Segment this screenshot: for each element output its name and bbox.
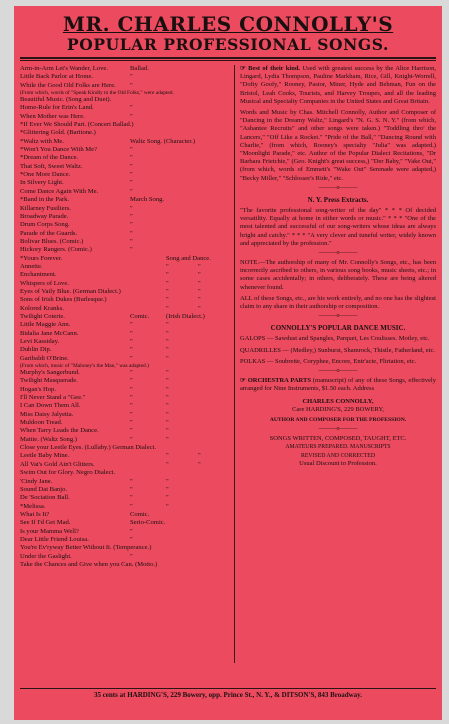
- song-row: [20, 486, 230, 494]
- song-row: [20, 452, 230, 460]
- song-row: [20, 469, 230, 477]
- song-title: I Can Down Them All.: [20, 402, 81, 410]
- song-annotation: ": [166, 502, 169, 510]
- song-row: [20, 238, 230, 246]
- song-annotation: March Song.: [130, 196, 165, 204]
- song-title: Come Dance Again With Me.: [20, 187, 99, 195]
- song-sheet: [14, 6, 442, 720]
- song-row: [20, 96, 230, 104]
- song-annotation: ": [166, 477, 169, 485]
- song-annotation: ": [130, 171, 133, 179]
- song-annotation: ": [166, 329, 169, 337]
- header: [14, 12, 442, 61]
- song-title: *One More Dance.: [20, 171, 71, 179]
- song-annotation: ": [130, 369, 133, 377]
- song-annotation: ": [130, 187, 133, 195]
- song-title: Hickory Rangers. (Comic.): [20, 246, 92, 254]
- song-row: [20, 544, 230, 552]
- song-title: When Mother was Here.: [20, 112, 85, 120]
- song-row: [20, 369, 230, 377]
- song-annotation: ": [166, 369, 169, 377]
- song-annotation: ": [166, 452, 169, 460]
- song-annotation: ": [198, 452, 201, 460]
- song-row: [20, 288, 230, 296]
- song-annotation: ": [130, 146, 133, 154]
- orchestra-text: (manuscript) of any of these Songs, effectively arranged for Nine Instruments, $1.50 each. Address: [240, 377, 436, 393]
- song-title: *Glittering Gold. (Baritone.): [20, 129, 96, 137]
- song-annotation: ": [166, 346, 169, 354]
- song-title: Muldoon Tread.: [20, 419, 63, 427]
- note-paragraph: NOTE.—The authorship of many of Mr. Connolly's Songs, etc., has been incorrectly ascribed to others, in various song books, music sheets, etc.; in some cases accidentally; in others, deliberately. These are being altered whenever found.: [240, 259, 436, 291]
- song-annotation: ": [130, 338, 133, 345]
- song-title: *Yours Forever.: [20, 254, 63, 262]
- song-title: *Band in the Park.: [20, 196, 70, 204]
- best-paragraph: [240, 65, 436, 106]
- song-title: Twilight Coterie.: [20, 312, 65, 320]
- song-annotation: ": [130, 237, 133, 245]
- song-annotation: ": [130, 435, 133, 443]
- song-row: [20, 104, 230, 112]
- song-row: [20, 179, 230, 187]
- song-row: [20, 205, 230, 213]
- song-row: [20, 171, 230, 179]
- song-row: [20, 402, 230, 410]
- song-row: [20, 330, 230, 338]
- song-annotation: Ballad.: [130, 65, 149, 72]
- song-row: [20, 163, 230, 171]
- song-annotation: ": [198, 271, 201, 279]
- song-title: Swim Out for Glory. Negro Dialect.: [20, 469, 115, 477]
- song-annotation: ": [130, 212, 133, 220]
- song-annotation: ": [166, 296, 169, 304]
- song-row: [20, 213, 230, 221]
- song-annotation: ": [130, 527, 133, 535]
- song-row: [20, 296, 230, 304]
- song-annotation: ": [166, 304, 169, 312]
- song-row: [20, 221, 230, 229]
- info-column: [240, 65, 436, 468]
- song-row: [20, 436, 230, 444]
- best-lead: ☞ Best of their kind.: [240, 65, 301, 72]
- song-title: What Is It?: [20, 510, 50, 518]
- song-title: Leetle Baby Mine.: [20, 452, 70, 460]
- song-title: Mattie. (Waltz Song.): [20, 435, 77, 443]
- song-annotation: Serio-Comic.: [130, 519, 166, 527]
- page-title: MR. CHARLES CONNOLLY'S: [62, 12, 394, 36]
- song-annotation: ": [198, 287, 201, 295]
- song-row: [20, 321, 230, 329]
- song-annotation: ": [130, 221, 133, 229]
- song-title: Under the Gaslight.: [20, 552, 72, 560]
- song-row: [20, 346, 230, 354]
- song-row: [20, 478, 230, 486]
- song-row: [20, 386, 230, 394]
- divider: ———o———: [318, 313, 358, 320]
- song-row: [20, 528, 230, 536]
- song-title: (From which, words of "Speak Kindly to the Old Folks," were adapted.: [20, 90, 174, 97]
- song-row: [20, 246, 230, 254]
- song-row: [20, 196, 230, 204]
- song-row: [20, 355, 230, 363]
- song-title: While the Good Old Folks are Here.: [20, 81, 116, 89]
- song-title: De 'Sociation Ball.: [20, 494, 70, 502]
- song-title: Whispers of Love.: [20, 279, 69, 287]
- song-title: Bidalia Jane McCann.: [20, 329, 79, 337]
- song-annotation: ": [166, 287, 169, 295]
- song-row: [20, 280, 230, 288]
- song-title: Home-Rule for Erin's Land.: [20, 104, 94, 112]
- song-annotation: ": [198, 304, 201, 312]
- song-title: *Melissa.: [20, 502, 46, 510]
- song-annotation: ": [130, 354, 133, 362]
- song-title: Hogan's Hop.: [20, 385, 56, 393]
- address-place: Care HARDING'S, 229 BOWERY,: [292, 405, 384, 413]
- song-annotation: ": [130, 410, 133, 418]
- song-annotation: ": [198, 460, 201, 468]
- song-annotation: ": [130, 112, 133, 120]
- orchestra-paragraph: [240, 377, 436, 393]
- words-paragraph: Words and Music by Chas. Mitchell Connolly, Author and Composer of "Dancing in the Dreamy Waltz," Lingard's "N. G. S. N. Y." (from which, "Ashantee Recruits" and other songs were taken.) "Toddling thro' the Lancers," "Off Like a Rocket." "Pride of the Ball," "Dancing Round with Charlie," (from which, Rooney's specialty "Julia" was adapted.) "Moonlight Parade," etc. Author of the Popular Dialect Recitations, "Dr Barbara Frietchie," (Geo. Knight's great success,) "Der Baby," "Vake Out," (from which, words of Emmett's "Wake Out" Serenade were adapted,) "Becky Miller," "Schlosser's Ride," etc.: [240, 109, 436, 182]
- song-annotation: ": [130, 179, 133, 187]
- song-title: When Tarry Leads the Dance.: [20, 427, 99, 435]
- song-row: [20, 494, 230, 502]
- song-title: Annette.: [20, 262, 43, 270]
- song-row: [20, 255, 230, 263]
- song-row: [20, 561, 230, 569]
- song-row: [20, 536, 230, 544]
- song-row: [20, 188, 230, 196]
- song-annotation: ": [130, 154, 133, 162]
- header-rule: [20, 57, 436, 59]
- song-row: [20, 146, 230, 154]
- song-row: [20, 419, 230, 427]
- song-list: [20, 65, 230, 569]
- footer: 35 cents at HARDING'S, 229 Bowery, opp. Prince St., N. Y., & DITSON'S, 843 Broadway.: [93, 691, 363, 699]
- song-annotation: (Irish Dialect.): [166, 312, 205, 320]
- song-annotation: ": [130, 162, 133, 170]
- song-title: Enchantment.: [20, 271, 57, 279]
- song-annotation: ": [166, 377, 169, 385]
- song-annotation: ": [166, 394, 169, 402]
- song-annotation: ": [130, 246, 133, 254]
- song-title: Little Maggie Ann.: [20, 321, 71, 329]
- song-annotation: ": [166, 354, 169, 362]
- song-title: Sons of Irish Dukes (Burlesque.): [20, 296, 107, 304]
- song-row: [20, 503, 230, 511]
- song-title: I'll Never Stand a "Gee.": [20, 394, 86, 402]
- song-annotation: ": [198, 296, 201, 304]
- song-row: [20, 113, 230, 121]
- song-row: [20, 444, 230, 452]
- service-line-1: SONGS WRITTEN, COMPOSED, TAUGHT, ETC.: [269, 435, 407, 443]
- song-annotation: ": [130, 427, 133, 435]
- song-title: Drum Corps Song.: [20, 221, 70, 229]
- service-line-4: Usual Discount to Profession.: [299, 459, 377, 467]
- song-annotation: ": [130, 419, 133, 427]
- song-row: [20, 121, 230, 129]
- song-row: [20, 411, 230, 419]
- song-annotation: ": [166, 485, 169, 493]
- service-line-2: AMATEURS PREPARED. MANUSCRIPTS: [285, 444, 391, 451]
- song-title: Close your Leetle Eyes. (Lullaby.) German Dialect.: [20, 444, 156, 452]
- song-title: Broadway Parade.: [20, 212, 69, 220]
- page-subtitle: POPULAR PROFESSIONAL SONGS.: [66, 35, 389, 54]
- song-annotation: Waltz Song. (Character.): [130, 137, 196, 145]
- song-annotation: ": [166, 262, 169, 270]
- footer-rule: [20, 688, 436, 689]
- song-annotation: ": [130, 477, 133, 485]
- song-row: [20, 65, 230, 73]
- song-row: [20, 461, 230, 469]
- song-annotation: ": [166, 321, 169, 329]
- song-title: Parade of the Guards.: [20, 229, 78, 237]
- song-title: Dublin Dip.: [20, 346, 52, 354]
- song-title: Take the Chances and Give when you Can. (Motto.): [20, 560, 158, 568]
- song-title: *Won't You Dance With Me?: [20, 146, 98, 154]
- song-title: Murphy's Sangerbund.: [20, 369, 80, 377]
- song-row: [20, 338, 230, 346]
- song-title: (From which, music of "Maloney's the Man," was adapted.): [20, 363, 149, 370]
- divider: ———o———: [318, 426, 358, 433]
- song-annotation: ": [198, 279, 201, 287]
- song-title: Eyes of Vaily Blue. (German Dialect.): [20, 287, 121, 295]
- song-title: In Silvery Light.: [20, 179, 64, 187]
- song-title: Levi Kassiday.: [20, 338, 60, 345]
- song-annotation: ": [130, 494, 133, 502]
- song-title: Kolored Kranks.: [20, 304, 64, 312]
- song-title: Garibaldi O'Brine.: [20, 354, 69, 362]
- song-title: Twilight Masquerade.: [20, 377, 78, 385]
- polkas-paragraph: POLKAS — Soubrette, Coryphee, Encore, Entr'acte, Flirtation, etc.: [240, 357, 417, 365]
- divider: ———o———: [318, 368, 358, 375]
- dance-title: CONNOLLY'S POPULAR DANCE MUSIC.: [270, 324, 406, 333]
- press-title: N. Y. Press Extracts.: [307, 195, 369, 204]
- column-divider: [234, 65, 235, 663]
- song-annotation: ": [130, 502, 133, 510]
- song-row: [20, 82, 230, 90]
- song-title: *Dream of the Dance.: [20, 154, 79, 162]
- song-annotation: ": [130, 229, 133, 237]
- song-row: [20, 154, 230, 162]
- song-title: Miss Daisy Jalyetta.: [20, 410, 74, 418]
- song-row: [20, 305, 230, 313]
- song-title: 'Cindy Jane.: [20, 477, 53, 485]
- song-title: Bolivar Blues. (Comic.): [20, 237, 84, 245]
- song-annotation: ": [130, 104, 133, 112]
- song-annotation: ": [198, 262, 201, 270]
- song-title: Beautiful Music. (Song and Duet).: [20, 96, 112, 104]
- press-paragraph: "The favorite professional song-writer of the day" * * * Of decided versatility. Equally at home in either words or music." * * * "One of the most talented and successful of our song-writers whose ideas are always bright and catchy." * * * "A very clever and tuneful writer, widely known and appreciated by the profession.": [240, 207, 436, 247]
- song-row: [20, 73, 230, 81]
- song-row: [20, 313, 230, 321]
- quadrilles-paragraph: QUADRILLES — (Medley,) Sunburst, Shamrock, Thistle, Fatherland, etc.: [240, 346, 435, 354]
- song-title: *If Ever We Should Part. (Concert Ballad.): [20, 121, 134, 129]
- song-row: [20, 394, 230, 402]
- song-title: Killarney Fusiliers.: [20, 204, 71, 212]
- address-name: CHARLES CONNOLLY,: [302, 397, 374, 405]
- song-row: [20, 230, 230, 238]
- song-annotation: ": [130, 552, 133, 560]
- song-annotation: ": [130, 204, 133, 212]
- song-row: [20, 553, 230, 561]
- divider: ———o———: [318, 184, 358, 191]
- song-annotation: ": [130, 385, 133, 393]
- song-annotation: ": [166, 385, 169, 393]
- song-annotation: ": [130, 73, 133, 81]
- song-annotation: ": [130, 321, 133, 329]
- song-title: Dear Little Friend Louisa.: [20, 535, 89, 543]
- song-title: You're Ev'ryway Better Without It. (Temperance.): [20, 544, 152, 552]
- song-annotation: ": [166, 410, 169, 418]
- song-title: See If I'd Get Mad.: [20, 519, 71, 527]
- song-annotation: ": [166, 435, 169, 443]
- song-annotation: ": [130, 377, 133, 385]
- song-row: [20, 427, 230, 435]
- song-annotation: ": [166, 279, 169, 287]
- song-title: That Soft, Sweet Waltz.: [20, 162, 83, 170]
- song-annotation: Song and Dance.: [166, 254, 211, 262]
- orchestra-lead: ☞ ORCHESTRA PARTS: [240, 377, 311, 385]
- columns: [14, 61, 442, 671]
- song-annotation: ": [166, 338, 169, 345]
- divider: ———o———: [318, 250, 358, 257]
- song-annotation: ": [130, 485, 133, 493]
- song-annotation: ": [130, 346, 133, 354]
- song-annotation: Comic.: [130, 312, 150, 320]
- song-title: Arm-in-Arm Let's Wander, Love.: [20, 65, 108, 72]
- song-annotation: ": [130, 402, 133, 410]
- song-title: *Waltz with Me.: [20, 137, 64, 145]
- service-line-3: REVISED AND CORRECTED: [300, 452, 376, 459]
- song-row: [20, 377, 230, 385]
- song-title: Is your Mamma Well?: [20, 527, 79, 535]
- song-title: All Vat's Gold Ain't Glitters.: [20, 460, 95, 468]
- song-row: [20, 129, 230, 137]
- song-annotation: ": [130, 535, 133, 543]
- song-row: [20, 519, 230, 527]
- song-row: [20, 263, 230, 271]
- song-row: [20, 138, 230, 146]
- address-role: AUTHOR AND COMPOSER FOR THE PROFESSION.: [269, 416, 407, 423]
- best-text: Used with greatest success by the Alice Harrison, Lingard, Lydia Thompson, Pauline Markham, Rice, Gill, Knight-Worrell, "Dofty Goofy," Rooney, Pastor, Miner, Hyde and Behman, Fun on the Bristol, Leah Cooks, Tourists, and Harvey Troupes, and all the leading Musical and Specialty Companies in the United States and Great Britain.: [240, 65, 437, 105]
- song-annotation: ": [166, 419, 169, 427]
- song-title: Sound Dat Banjo.: [20, 485, 68, 493]
- song-annotation: Comic.: [130, 510, 150, 518]
- song-annotation: ": [130, 329, 133, 337]
- song-annotation: ": [130, 81, 133, 89]
- song-annotation: ": [166, 494, 169, 502]
- song-row: [20, 511, 230, 519]
- all-paragraph: ALL of these Songs, etc., are his work entirely, and no one has the slightest claim to any share in their authorship or composition.: [240, 294, 436, 311]
- song-annotation: ": [166, 402, 169, 410]
- song-annotation: ": [166, 427, 169, 435]
- song-row: [20, 271, 230, 279]
- galops-paragraph: GALOPS — Sawdust and Spangles, Parquet, Les Coulisses. Motley, etc.: [240, 335, 430, 343]
- song-annotation: ": [130, 394, 133, 402]
- song-annotation: ": [166, 271, 169, 279]
- song-title: Little Back Parlor at Home.: [20, 73, 94, 81]
- song-annotation: ": [166, 460, 169, 468]
